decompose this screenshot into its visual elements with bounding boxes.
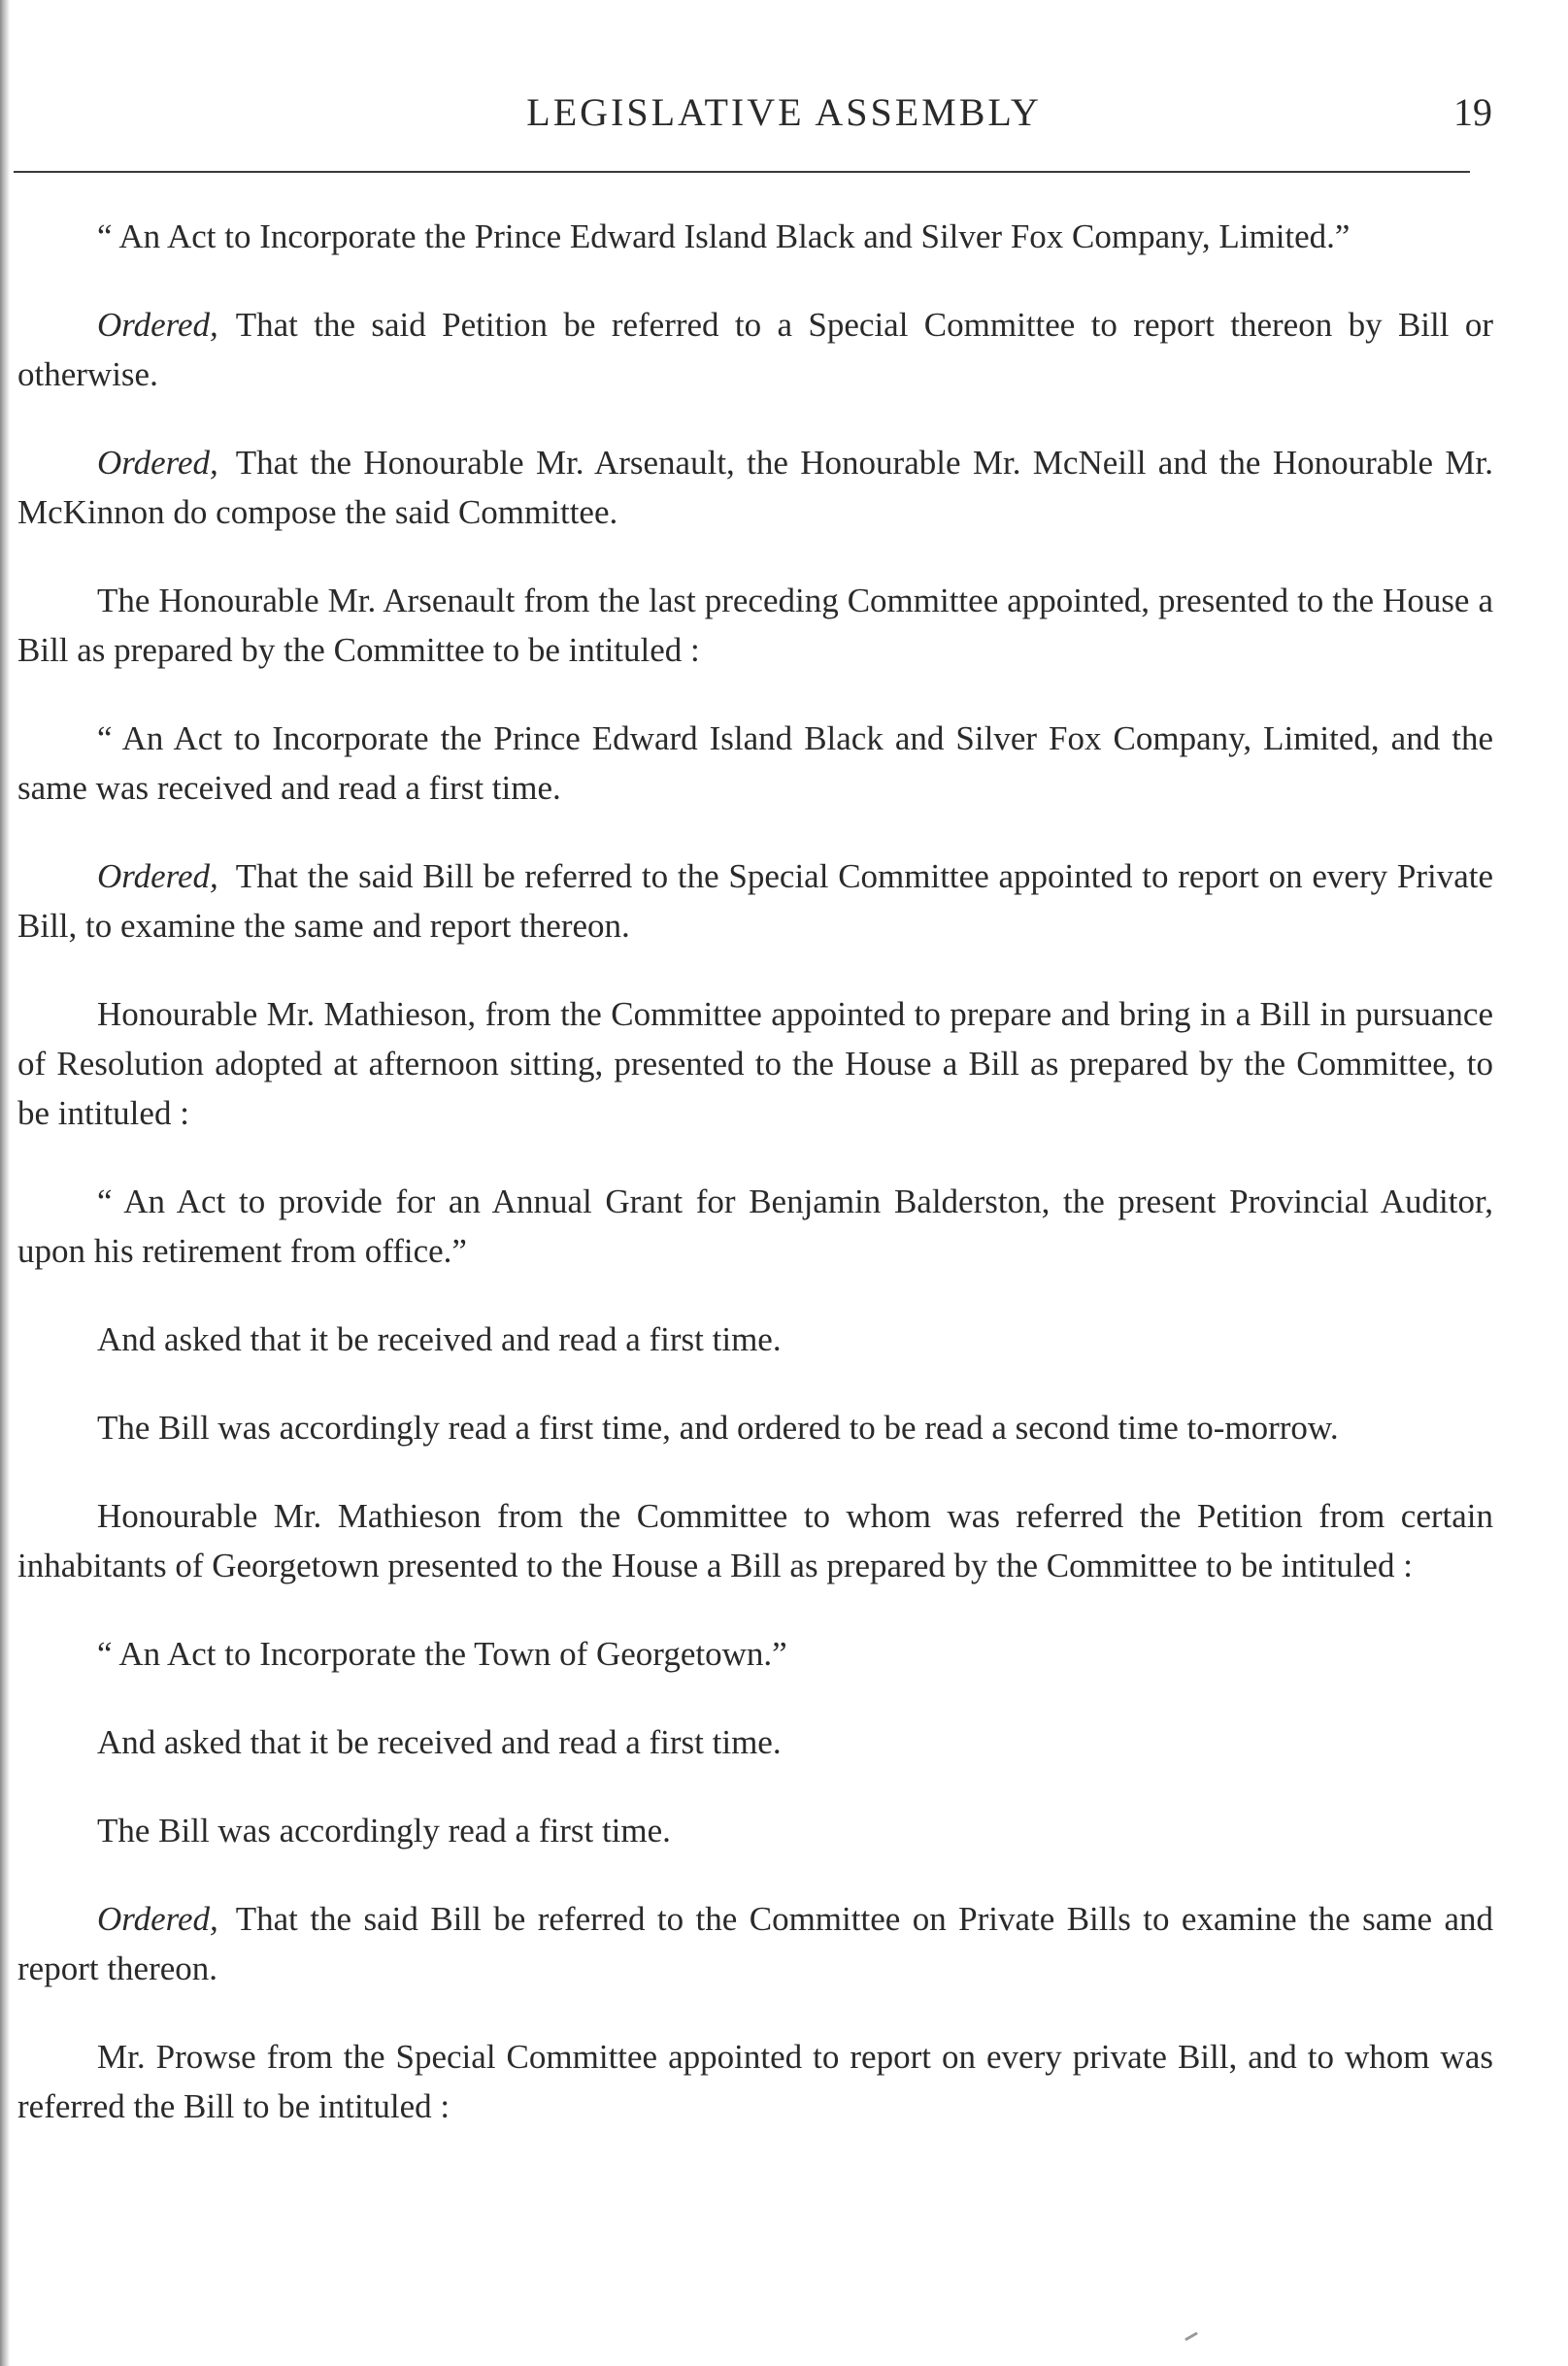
ordered-label: Ordered, xyxy=(97,306,218,344)
paragraph-act-title-annual-grant: “ An Act to provide for an Annual Grant for Benjamin Balderston, the present Provincial Auditor, upon his retirement from office.” xyxy=(17,1183,1493,1270)
page-header xyxy=(0,89,1568,148)
running-title: LEGISLATIVE ASSEMBLY xyxy=(526,90,1042,134)
paragraph-asked-received: And asked that it be received and read a first time. xyxy=(97,1320,782,1358)
paragraph-asked-received-2: And asked that it be received and read a first time. xyxy=(97,1723,782,1761)
paragraph-arsenault-presented-bill: The Honourable Mr. Arsenault from the last preceding Committee appointed, presented to the House a Bill as prepared by the Committee to be intituled : xyxy=(17,582,1493,669)
paragraph-act-title-georgetown: “ An Act to Incorporate the Town of Georgetown.” xyxy=(97,1635,787,1673)
paragraph-read-first: The Bill was accordingly read a first time. xyxy=(97,1812,671,1849)
paragraph-mathieson-resolution-bill: Honourable Mr. Mathieson, from the Committee appointed to prepare and bring in a Bill in pursuance of Resolution adopted at afternoon sitting, presented to the House a Bill as prepared by the Committee, to be intituled : xyxy=(17,995,1493,1132)
ordered-label: Ordered, xyxy=(97,1900,218,1938)
page-number: 19 xyxy=(1453,90,1492,134)
header-rule xyxy=(14,171,1470,173)
paragraph-prowse-special-committee: Mr. Prowse from the Special Committee appointed to report on every private Bill, and to whom was referred the Bill to be intituled : xyxy=(17,2038,1493,2125)
paragraph-act-title-first-reading: “ An Act to Incorporate the Prince Edward Island Black and Silver Fox Company, Limited, and the same was received and read a first time. xyxy=(17,719,1493,807)
paragraph-ordered-private-bills-committee: Ordered, That the said Bill be referred to the Committee on Private Bills to examine the same and report thereon. xyxy=(17,1900,1493,1987)
ordered-label: Ordered, xyxy=(97,444,218,482)
page-binding-edge xyxy=(0,0,10,2366)
paragraph-ordered-special-committee: Ordered, That the said Petition be referred to a Special Committee to report thereon by Bill or otherwise. xyxy=(17,306,1493,393)
print-speck xyxy=(1184,2332,1198,2342)
paragraph-mathieson-georgetown-petition: Honourable Mr. Mathieson from the Committee to whom was referred the Petition from certain inhabitants of Georgetown presented to the House a Bill as prepared by the Committee to be intituled : xyxy=(17,1497,1493,1584)
paragraph-act-title-fox-company: “ An Act to Incorporate the Prince Edward Island Black and Silver Fox Company, Limited.” xyxy=(97,217,1351,255)
page-body xyxy=(17,212,1493,2170)
ordered-label: Ordered, xyxy=(97,857,218,895)
paragraph-ordered-committee-members: Ordered, That the Honourable Mr. Arsenault, the Honourable Mr. McNeill and the Honourable Mr. McKinnon do compose the said Committee. xyxy=(17,444,1493,531)
paragraph-read-first-second: The Bill was accordingly read a first time, and ordered to be read a second time to-morrow. xyxy=(97,1409,1339,1447)
paragraph-ordered-private-bill: Ordered, That the said Bill be referred to the Special Committee appointed to report on every Private Bill, to examine the same and report thereon. xyxy=(17,857,1493,945)
